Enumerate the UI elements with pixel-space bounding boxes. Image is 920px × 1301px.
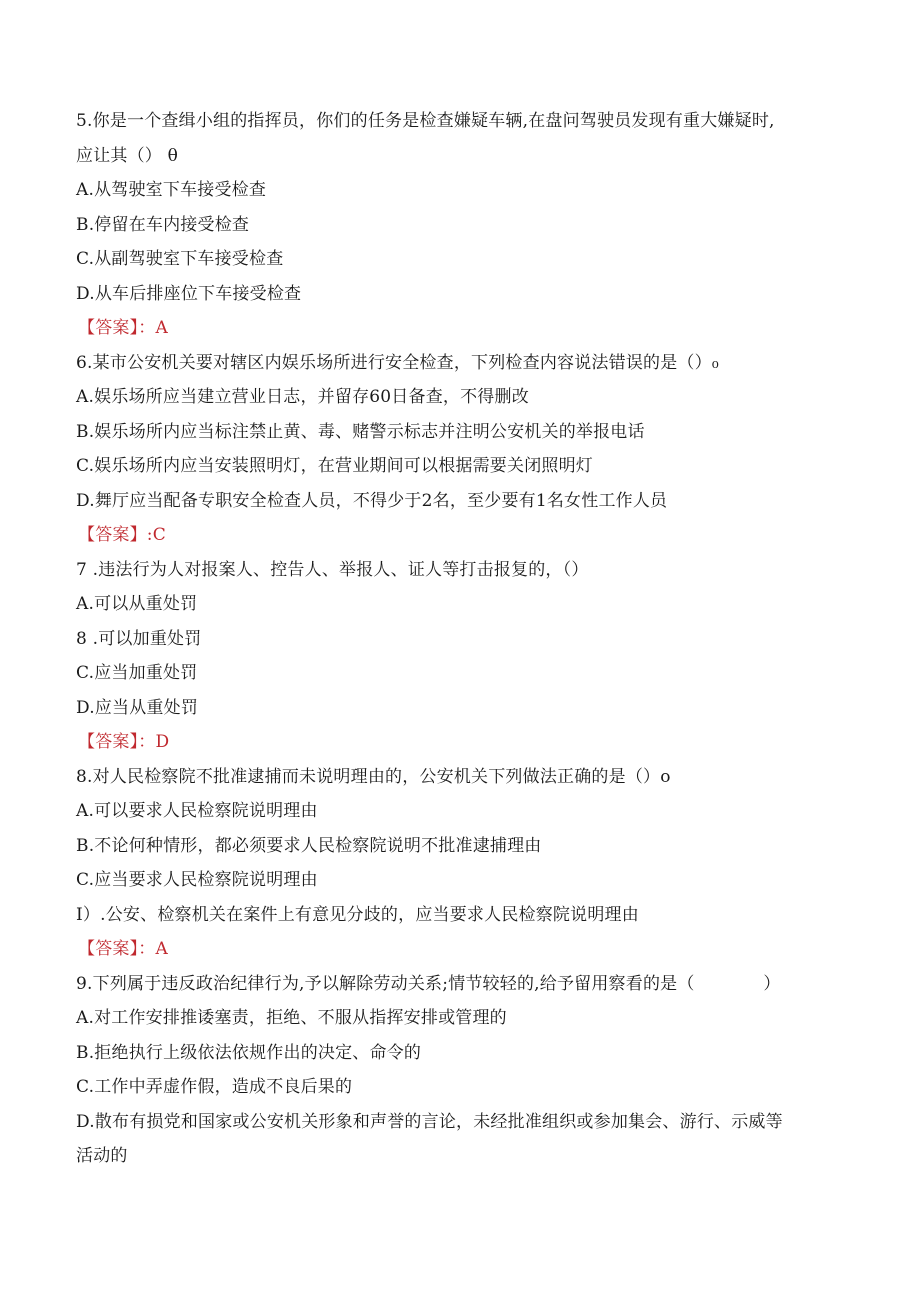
question-stem: 7 .违法行为人对报案人、控告人、举报人、证人等打击报复的，（） <box>76 559 589 580</box>
option-c: C.从副驾驶室下车接受检查 <box>76 249 284 269</box>
question-stem: 9.下列属于违反政治纪律行为,予以解除劳动关系;情节较轻的,给予留用察看的是（ ） <box>76 973 781 994</box>
option-b: B.娱乐场所内应当标注禁止黄、毒、赌警示标志并注明公安机关的举报电话 <box>76 421 645 442</box>
question-list <box>76 104 846 1174</box>
option-a: A.对工作安排推诿塞责，拒绝、不服从指挥安排或管理的 <box>76 1008 507 1028</box>
question-block <box>76 760 846 967</box>
question-stem: 5.你是一个查缉小组的指挥员，你们的任务是检查嫌疑车辆,在盘问驾驶员发现有重大嫌疑时, <box>76 111 775 131</box>
question-stem: 8.对人民检察院不批准逮捕而未说明理由的，公安机关下列做法正确的是（）o <box>76 766 671 787</box>
question-block <box>76 553 846 760</box>
option-b: B.不论何种情形，都必须要求人民检察院说明不批准逮捕理由 <box>76 835 542 856</box>
option-d: D.舞厅应当配备专职安全检查人员，不得少于2名，至少要有1名女性工作人员 <box>76 490 668 511</box>
option-d: I）.公安、检察机关在案件上有意见分歧的，应当要求人民检察院说明理由 <box>76 904 639 925</box>
option-d: D.从车后排座位下车接受检查 <box>76 283 302 304</box>
question-stem-continued: 应让其（） θ <box>76 145 179 166</box>
option-b: B.停留在车内接受检查 <box>76 214 250 235</box>
option-a: A.可以要求人民检察院说明理由 <box>76 801 318 821</box>
question-stem: 6.某市公安机关要对辖区内娱乐场所进行安全检查，下列检查内容说法错误的是（）₀ <box>76 352 719 373</box>
option-d: D.散布有损党和国家或公安机关形象和声誉的言论，未经批准组织或参加集会、游行、示威等 <box>76 1111 783 1132</box>
option-b: 8 .可以加重处罚 <box>76 628 202 649</box>
option-c: C.应当要求人民检察院说明理由 <box>76 870 318 890</box>
option-d-continued: 活动的 <box>76 1146 128 1166</box>
question-block <box>76 104 846 346</box>
option-c: C.娱乐场所内应当安装照明灯，在营业期间可以根据需要关闭照明灯 <box>76 456 594 476</box>
option-d: D.应当从重处罚 <box>76 697 199 718</box>
option-a: A.可以从重处罚 <box>76 594 198 614</box>
answer-label: 【答案】:C <box>78 525 166 545</box>
answer-label: 【答案】：A <box>78 939 168 959</box>
option-a: A.从驾驶室下车接受检查 <box>76 180 267 200</box>
question-block <box>76 346 846 553</box>
question-block <box>76 967 846 1174</box>
answer-label: 【答案】：D <box>78 732 170 752</box>
option-a: A.娱乐场所应当建立营业日志，并留存60日备查，不得删改 <box>76 387 529 407</box>
answer-label: 【答案】：A <box>78 318 168 338</box>
option-b: B.拒绝执行上级依法依规作出的决定、命令的 <box>76 1042 422 1063</box>
option-c: C.工作中弄虚作假，造成不良后果的 <box>76 1077 353 1097</box>
option-c: C.应当加重处罚 <box>76 663 198 683</box>
